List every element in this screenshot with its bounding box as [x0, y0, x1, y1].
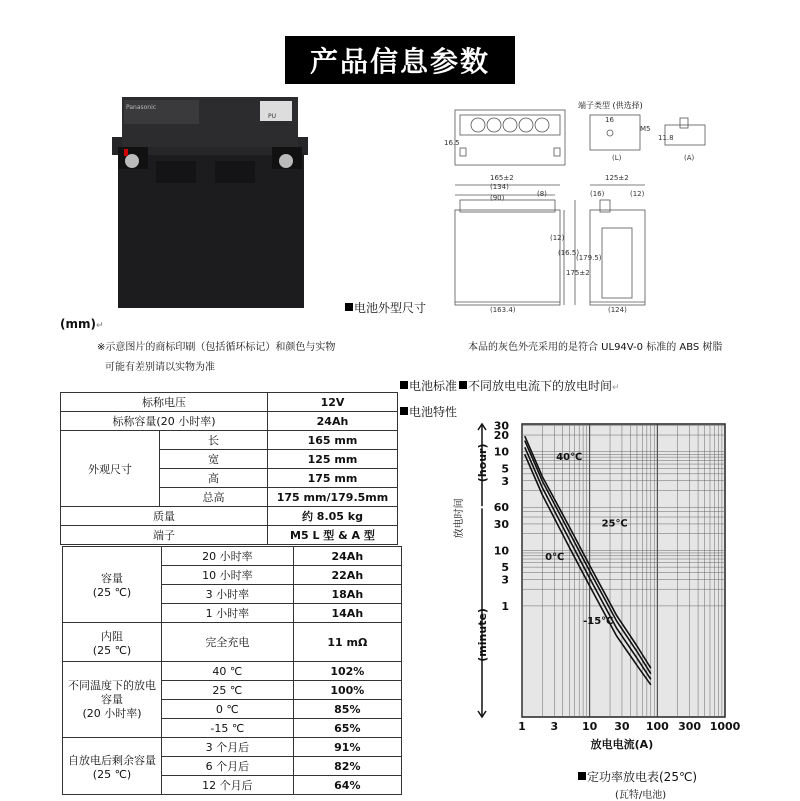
sub-label: 10 小时率: [162, 566, 294, 585]
table-row: [61, 393, 398, 412]
row-value: 约 8.05 kg: [267, 507, 397, 526]
row-value: 64%: [293, 776, 401, 795]
table-row: [63, 623, 402, 662]
outline-drawing: [440, 100, 730, 315]
sub-label: 20 小时率: [162, 547, 294, 566]
unit-label: (mm)↵: [60, 317, 104, 331]
row-value: 65%: [293, 719, 401, 738]
battery-photo: [110, 95, 310, 310]
row-label: 端子: [61, 526, 268, 545]
row-value: 82%: [293, 757, 401, 776]
capacity-label: 容量 (25 ℃): [63, 547, 162, 623]
y-tick-label: 10: [493, 544, 509, 558]
dim-width-top: 165±2: [490, 174, 514, 182]
sub-label: 6 个月后: [162, 757, 294, 776]
series-label: -15℃: [583, 615, 614, 627]
row-label: 外观尺寸: [61, 431, 160, 507]
y-tick-label: 10: [493, 445, 509, 459]
row-value: 24Ah: [293, 547, 401, 566]
row-value: 165 mm: [267, 431, 397, 450]
y-tick-label: 3: [501, 474, 509, 488]
series-label: 40℃: [556, 452, 583, 464]
row-label: 标称电压: [61, 393, 268, 412]
sub-label: 宽: [160, 450, 268, 469]
row-value: 91%: [293, 738, 401, 757]
plot-area: [522, 424, 725, 717]
note-abs: 本品的灰色外壳采用的是符合 UL94V-0 标准的 ABS 树脂: [468, 342, 723, 353]
sub-label: 长: [160, 431, 268, 450]
note-image-2: 可能有差别请以实物为准: [105, 362, 215, 373]
dim-134: (134): [490, 183, 509, 191]
page-title: 产品信息参数: [285, 36, 515, 84]
dim-1634: (163.4): [490, 306, 516, 314]
row-label: 标称容量(20 小时率): [61, 412, 268, 431]
table-row: [61, 431, 398, 450]
table-row: [61, 412, 398, 431]
table-row: [61, 507, 398, 526]
terminal-l: (L): [612, 154, 622, 162]
dim-165b: (16.5): [558, 249, 580, 257]
sub-label: 0 ℃: [162, 700, 294, 719]
sub-label: 完全充电: [162, 623, 294, 662]
dim-8: (8): [537, 190, 547, 198]
self-discharge-label: 自放电后剩余容量 (25 ℃): [63, 738, 162, 795]
row-value: 24Ah: [267, 412, 397, 431]
x-tick-label: 10: [582, 720, 598, 733]
y-tick-label: 1: [501, 599, 509, 613]
row-value: 11 mΩ: [293, 623, 401, 662]
sub-label: -15 ℃: [162, 719, 294, 738]
recycle-label: PU: [268, 113, 277, 120]
x-tick-label: 30: [614, 720, 630, 733]
sub-label: 1 小时率: [162, 604, 294, 623]
sub-label: 40 ℃: [162, 662, 294, 681]
x-tick-label: 100: [645, 720, 669, 733]
y-tick-label: 3: [501, 573, 509, 587]
x-tick-label: 300: [678, 720, 702, 733]
discharge-chart: [450, 412, 750, 757]
y-tick-label: 5: [501, 462, 509, 476]
row-value: 100%: [293, 681, 401, 700]
row-value: 125 mm: [267, 450, 397, 469]
row-value: 85%: [293, 700, 401, 719]
table-row: [63, 547, 402, 566]
terminal-a: (A): [684, 154, 695, 162]
dim-16: 16: [605, 116, 614, 124]
resistance-label: 内阻 (25 ℃): [63, 623, 162, 662]
y-tick-label: 30: [493, 517, 509, 531]
brand-text: Panasonic: [126, 104, 157, 111]
table-row: [63, 738, 402, 757]
dim-175: 175±2: [566, 269, 590, 277]
section-outline: 电池外型尺寸: [345, 299, 426, 316]
note-image: ※示意图片的商标印刷（包括循环标记）和颜色与实物: [97, 342, 336, 353]
dim-12: (12): [550, 234, 565, 242]
dim-90: (90): [490, 194, 505, 202]
x-tick-label: 1: [518, 720, 526, 733]
spec-table: [60, 392, 398, 545]
series-label: 25℃: [601, 518, 628, 530]
y-tick-label: 30: [493, 419, 509, 433]
x-axis-label: 放电电流(A): [590, 738, 654, 751]
y-label-hour: (hour): [476, 443, 489, 483]
section-standard: 电池标准 不同放电电流下的放电时间↵: [400, 377, 620, 394]
dim-12b: (12): [630, 190, 645, 198]
sub-label: 12 个月后: [162, 776, 294, 795]
dim-165a: 16.5: [444, 139, 460, 147]
dim-125: 125±2: [605, 174, 629, 182]
dim-16b: (16): [590, 190, 605, 198]
y-label-minute: (minute): [476, 608, 489, 662]
dim-m5: M5: [640, 125, 651, 133]
table-row: [63, 662, 402, 681]
row-value: 18Ah: [293, 585, 401, 604]
y-tick-label: 5: [501, 561, 509, 575]
row-value: 14Ah: [293, 604, 401, 623]
section-props: 电池特性: [400, 403, 457, 420]
table-row: [61, 526, 398, 545]
dim-124: (124): [608, 306, 627, 314]
sub-label: 高: [160, 469, 268, 488]
terminal-caption: 端子类型 (供选择): [578, 101, 643, 110]
row-value: 175 mm: [267, 469, 397, 488]
row-value: 12V: [267, 393, 397, 412]
sub-label: 25 ℃: [162, 681, 294, 700]
row-label: 质量: [61, 507, 268, 526]
row-value: 102%: [293, 662, 401, 681]
sub-label: 3 小时率: [162, 585, 294, 604]
y-tick-label: 20: [493, 429, 509, 443]
dim-118: 11.8: [658, 134, 674, 142]
const-power-unit: (瓦特/电池): [615, 790, 667, 801]
characteristics-table: [62, 546, 402, 795]
x-tick-label: 1000: [709, 720, 741, 733]
row-value: M5 L 型 & A 型: [267, 526, 397, 545]
temp-capacity-label: 不同温度下的放电 容量 (20 小时率): [63, 662, 162, 738]
x-tick-label: 3: [550, 720, 559, 733]
section-const-power: 定功率放电表(25℃): [578, 768, 697, 785]
y-axis-label: 放电时间: [454, 498, 465, 539]
series-label: 0℃: [545, 551, 565, 563]
y-tick-label: 60: [493, 501, 509, 515]
row-value: 175 mm/179.5mm: [267, 488, 397, 507]
dim-1795: (179.5): [576, 254, 602, 262]
sub-label: 总高: [160, 488, 268, 507]
sub-label: 3 个月后: [162, 738, 294, 757]
row-value: 22Ah: [293, 566, 401, 585]
